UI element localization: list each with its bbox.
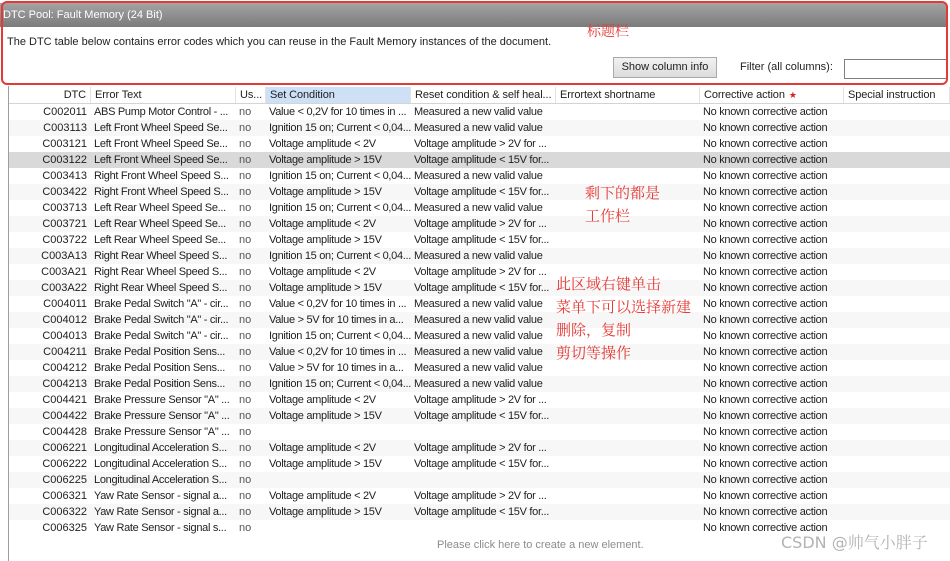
cell-error-text[interactable]: Right Rear Wheel Speed S...: [94, 250, 228, 262]
cell-reset-condition[interactable]: Voltage amplitude > 2V for ...: [414, 394, 547, 406]
cell-reset-condition[interactable]: Voltage amplitude > 2V for ...: [414, 442, 547, 454]
table-row[interactable]: [8, 424, 950, 440]
cell-used[interactable]: no: [239, 378, 252, 390]
table-header: [8, 87, 950, 104]
table-row[interactable]: [8, 296, 950, 312]
cell-used[interactable]: no: [239, 170, 252, 182]
cell-corrective-action[interactable]: No known corrective action: [703, 474, 828, 486]
cell-special-instruction[interactable]: [844, 488, 950, 504]
table-row[interactable]: [8, 360, 950, 376]
cell-error-text[interactable]: ABS Pump Motor Control - ...: [94, 106, 229, 118]
cell-corrective-action[interactable]: No known corrective action: [703, 186, 828, 198]
cell-dtc[interactable]: C004421: [42, 394, 87, 406]
cell-set-condition[interactable]: Value > 5V for 10 times in a...: [269, 362, 404, 374]
cell-errortext-shortname[interactable]: [556, 104, 700, 120]
cell-error-text[interactable]: Yaw Rate Sensor - signal a...: [94, 506, 227, 518]
table-left-border: [8, 86, 9, 561]
cell-error-text[interactable]: Left Front Wheel Speed Se...: [94, 138, 228, 150]
cell-reset-condition[interactable]: Voltage amplitude < 15V for...: [414, 154, 550, 166]
column-header-set-condition[interactable]: Set Condition: [266, 87, 411, 103]
cell-dtc[interactable]: C004212: [42, 362, 87, 374]
table-row[interactable]: [8, 392, 950, 408]
cell-reset-condition[interactable]: Measured a new valid value: [414, 202, 543, 214]
cell-dtc[interactable]: C004422: [42, 410, 87, 422]
cell-error-text[interactable]: Brake Pedal Switch "A" - cir...: [94, 298, 229, 310]
cell-corrective-action[interactable]: No known corrective action: [703, 138, 828, 150]
table-body[interactable]: [8, 104, 950, 536]
cell-reset-condition[interactable]: Voltage amplitude < 15V for...: [414, 282, 550, 294]
cell-errortext-shortname[interactable]: [556, 440, 700, 456]
cell-corrective-action[interactable]: No known corrective action: [703, 234, 828, 246]
cell-set-condition[interactable]: Voltage amplitude > 15V: [269, 234, 382, 246]
table-row[interactable]: [8, 488, 950, 504]
cell-dtc[interactable]: C003422: [42, 186, 87, 198]
cell-special-instruction[interactable]: [844, 328, 950, 344]
cell-error-text[interactable]: Left Front Wheel Speed Se...: [94, 154, 228, 166]
table-row[interactable]: [8, 376, 950, 392]
cell-special-instruction[interactable]: [844, 248, 950, 264]
cell-error-text[interactable]: Brake Pedal Switch "A" - cir...: [94, 330, 229, 342]
table-row[interactable]: [8, 504, 950, 520]
cell-used[interactable]: no: [239, 122, 252, 134]
cell-special-instruction[interactable]: [844, 296, 950, 312]
table-row[interactable]: [8, 440, 950, 456]
cell-used[interactable]: no: [239, 410, 252, 422]
cell-set-condition[interactable]: Ignition 15 on; Current < 0,04...: [269, 378, 411, 390]
cell-set-condition[interactable]: Voltage amplitude < 2V: [269, 442, 376, 454]
cell-special-instruction[interactable]: [844, 136, 950, 152]
table-row[interactable]: [8, 152, 950, 168]
cell-dtc[interactable]: C006325: [42, 522, 87, 534]
cell-corrective-action[interactable]: No known corrective action: [703, 250, 828, 262]
show-column-info-button[interactable]: Show column info: [613, 57, 717, 78]
cell-reset-condition[interactable]: [411, 424, 556, 440]
column-header-special-instruction[interactable]: Special instruction: [844, 87, 950, 103]
cell-reset-condition[interactable]: Measured a new valid value: [414, 250, 543, 262]
cell-set-condition[interactable]: Voltage amplitude > 15V: [269, 282, 382, 294]
cell-used[interactable]: no: [239, 426, 252, 438]
cell-errortext-shortname[interactable]: [556, 456, 700, 472]
cell-reset-condition[interactable]: [411, 520, 556, 536]
cell-errortext-shortname[interactable]: [556, 408, 700, 424]
cell-special-instruction[interactable]: [844, 264, 950, 280]
cell-special-instruction[interactable]: [844, 200, 950, 216]
column-header-error-text[interactable]: Error Text: [91, 87, 236, 103]
cell-error-text[interactable]: Brake Pressure Sensor "A" ...: [94, 426, 230, 438]
cell-special-instruction[interactable]: [844, 216, 950, 232]
table-row[interactable]: [8, 200, 950, 216]
cell-set-condition[interactable]: Voltage amplitude > 15V: [269, 506, 382, 518]
cell-reset-condition[interactable]: Voltage amplitude > 2V for ...: [414, 266, 547, 278]
cell-dtc[interactable]: C006322: [42, 506, 87, 518]
cell-special-instruction[interactable]: [844, 184, 950, 200]
cell-corrective-action[interactable]: No known corrective action: [703, 314, 828, 326]
cell-reset-condition[interactable]: Measured a new valid value: [414, 298, 543, 310]
cell-error-text[interactable]: Right Rear Wheel Speed S...: [94, 266, 228, 278]
cell-corrective-action[interactable]: No known corrective action: [703, 522, 828, 534]
column-header-dtc[interactable]: DTC: [8, 87, 91, 103]
cell-error-text[interactable]: Yaw Rate Sensor - signal s...: [94, 522, 227, 534]
cell-set-condition[interactable]: Value > 5V for 10 times in a...: [269, 314, 404, 326]
table-row[interactable]: [8, 344, 950, 360]
table-row[interactable]: [8, 248, 950, 264]
cell-dtc[interactable]: C003121: [42, 138, 87, 150]
watermark: CSDN @帅气小胖子: [781, 533, 928, 552]
table-row[interactable]: [8, 456, 950, 472]
cell-reset-condition[interactable]: Voltage amplitude > 2V for ...: [414, 138, 547, 150]
cell-error-text[interactable]: Longitudinal Acceleration S...: [94, 442, 227, 454]
column-header-reset-condition[interactable]: Reset condition & self heal...: [411, 87, 556, 103]
cell-set-condition[interactable]: Ignition 15 on; Current < 0,04...: [269, 202, 411, 214]
annotation-line: 工作栏: [585, 207, 631, 225]
cell-dtc[interactable]: C003122: [42, 154, 87, 166]
table-row[interactable]: [8, 104, 950, 120]
cell-reset-condition[interactable]: Voltage amplitude < 15V for...: [414, 410, 550, 422]
cell-used[interactable]: no: [239, 266, 252, 278]
cell-set-condition[interactable]: Voltage amplitude < 2V: [269, 218, 376, 230]
cell-dtc[interactable]: C003A22: [41, 282, 87, 294]
cell-corrective-action[interactable]: No known corrective action: [703, 202, 828, 214]
cell-used[interactable]: no: [239, 314, 252, 326]
cell-dtc[interactable]: C004428: [42, 426, 87, 438]
cell-set-condition[interactable]: Voltage amplitude > 15V: [269, 410, 382, 422]
annotation-line: 删除，复制: [556, 321, 632, 339]
cell-used[interactable]: no: [239, 330, 252, 342]
cell-special-instruction[interactable]: [844, 472, 950, 488]
cell-error-text[interactable]: Right Rear Wheel Speed S...: [94, 282, 228, 294]
cell-used[interactable]: no: [239, 138, 252, 150]
cell-errortext-shortname[interactable]: [556, 472, 700, 488]
table-row[interactable]: [8, 408, 950, 424]
cell-special-instruction[interactable]: [844, 344, 950, 360]
cell-special-instruction[interactable]: [844, 424, 950, 440]
filter-label: Filter (all columns):: [740, 61, 833, 73]
cell-dtc[interactable]: C006225: [42, 474, 87, 486]
cell-dtc[interactable]: C003713: [42, 202, 87, 214]
cell-set-condition[interactable]: Voltage amplitude > 15V: [269, 154, 382, 166]
cell-dtc[interactable]: C006221: [42, 442, 87, 454]
cell-error-text[interactable]: Brake Pedal Switch "A" - cir...: [94, 314, 229, 326]
cell-errortext-shortname[interactable]: [556, 424, 700, 440]
cell-errortext-shortname[interactable]: [556, 232, 700, 248]
cell-reset-condition[interactable]: Measured a new valid value: [414, 314, 543, 326]
cell-set-condition[interactable]: Voltage amplitude > 15V: [269, 458, 382, 470]
cell-reset-condition[interactable]: Voltage amplitude < 15V for...: [414, 186, 550, 198]
cell-error-text[interactable]: Longitudinal Acceleration S...: [94, 458, 227, 470]
cell-special-instruction[interactable]: [844, 104, 950, 120]
cell-special-instruction[interactable]: [844, 392, 950, 408]
cell-set-condition[interactable]: Value < 0,2V for 10 times in ...: [269, 106, 407, 118]
column-header-label: Corrective action: [704, 89, 785, 101]
cell-special-instruction[interactable]: [844, 376, 950, 392]
cell-dtc[interactable]: C003722: [42, 234, 87, 246]
cell-reset-condition[interactable]: [411, 472, 556, 488]
cell-special-instruction[interactable]: [844, 440, 950, 456]
cell-corrective-action[interactable]: No known corrective action: [703, 266, 828, 278]
cell-error-text[interactable]: Left Rear Wheel Speed Se...: [94, 218, 226, 230]
cell-reset-condition[interactable]: Measured a new valid value: [414, 362, 543, 374]
cell-used[interactable]: no: [239, 346, 252, 358]
cell-reset-condition[interactable]: Measured a new valid value: [414, 106, 543, 118]
table-row[interactable]: [8, 328, 950, 344]
cell-error-text[interactable]: Brake Pressure Sensor "A" ...: [94, 410, 230, 422]
cell-dtc[interactable]: C006222: [42, 458, 87, 470]
column-header-errortext-shortname[interactable]: Errortext shortname: [556, 87, 700, 103]
cell-corrective-action[interactable]: No known corrective action: [703, 170, 828, 182]
cell-special-instruction[interactable]: [844, 168, 950, 184]
cell-corrective-action[interactable]: No known corrective action: [703, 122, 828, 134]
annotation-work-area: [585, 182, 660, 228]
cell-corrective-action[interactable]: No known corrective action: [703, 298, 828, 310]
cell-dtc[interactable]: C004213: [42, 378, 87, 390]
description-text: The DTC table below contains error codes which you can reuse in the Fault Memory instances of the document.: [7, 36, 552, 48]
cell-dtc[interactable]: C003413: [42, 170, 87, 182]
cell-special-instruction[interactable]: [844, 360, 950, 376]
cell-set-condition[interactable]: Voltage amplitude < 2V: [269, 394, 376, 406]
cell-used[interactable]: no: [239, 362, 252, 374]
cell-special-instruction[interactable]: [844, 120, 950, 136]
column-header-used[interactable]: Us...: [236, 87, 266, 103]
cell-errortext-shortname[interactable]: [556, 504, 700, 520]
annotation-title-bar: 标题栏: [587, 24, 629, 40]
cell-dtc[interactable]: C003721: [42, 218, 87, 230]
cell-error-text[interactable]: Yaw Rate Sensor - signal a...: [94, 490, 227, 502]
cell-error-text[interactable]: Left Rear Wheel Speed Se...: [94, 234, 226, 246]
cell-corrective-action[interactable]: No known corrective action: [703, 458, 828, 470]
cell-reset-condition[interactable]: Voltage amplitude < 15V for...: [414, 234, 550, 246]
cell-used[interactable]: no: [239, 298, 252, 310]
table-row[interactable]: [8, 232, 950, 248]
cell-set-condition[interactable]: [266, 472, 411, 488]
cell-used[interactable]: no: [239, 250, 252, 262]
cell-error-text[interactable]: Left Rear Wheel Speed Se...: [94, 202, 226, 214]
cell-corrective-action[interactable]: No known corrective action: [703, 394, 828, 406]
cell-special-instruction[interactable]: [844, 456, 950, 472]
cell-error-text[interactable]: Brake Pressure Sensor "A" ...: [94, 394, 230, 406]
cell-used[interactable]: no: [239, 474, 252, 486]
cell-errortext-shortname[interactable]: [556, 488, 700, 504]
cell-special-instruction[interactable]: [844, 232, 950, 248]
cell-reset-condition[interactable]: Voltage amplitude < 15V for...: [414, 506, 550, 518]
cell-reset-condition[interactable]: Voltage amplitude < 15V for...: [414, 458, 550, 470]
cell-used[interactable]: no: [239, 186, 252, 198]
cell-reset-condition[interactable]: Voltage amplitude > 2V for ...: [414, 490, 547, 502]
annotation-line: 菜单下可以选择新建: [556, 298, 692, 316]
cell-error-text[interactable]: Right Front Wheel Speed S...: [94, 170, 229, 182]
cell-used[interactable]: no: [239, 490, 252, 502]
table-row[interactable]: [8, 472, 950, 488]
cell-corrective-action[interactable]: No known corrective action: [703, 346, 828, 358]
cell-errortext-shortname[interactable]: [556, 520, 700, 536]
table-row[interactable]: [8, 216, 950, 232]
cell-set-condition[interactable]: Ignition 15 on; Current < 0,04...: [269, 250, 411, 262]
panel-title-bar: [0, 3, 946, 27]
annotation-line: 此区域右键单击: [556, 275, 662, 293]
cell-error-text[interactable]: Right Front Wheel Speed S...: [94, 186, 229, 198]
cell-dtc[interactable]: C003113: [43, 122, 87, 134]
cell-dtc[interactable]: C004012: [42, 314, 87, 326]
cell-errortext-shortname[interactable]: [556, 392, 700, 408]
cell-corrective-action[interactable]: No known corrective action: [703, 282, 828, 294]
cell-dtc[interactable]: C004011: [43, 298, 87, 310]
cell-corrective-action[interactable]: No known corrective action: [703, 330, 828, 342]
cell-used[interactable]: no: [239, 218, 252, 230]
cell-dtc[interactable]: C003A21: [41, 266, 87, 278]
cell-dtc[interactable]: C004211: [43, 346, 87, 358]
cell-reset-condition[interactable]: Voltage amplitude > 2V for ...: [414, 218, 547, 230]
cell-corrective-action[interactable]: No known corrective action: [703, 154, 828, 166]
table-row[interactable]: [8, 168, 950, 184]
cell-special-instruction[interactable]: [844, 504, 950, 520]
create-new-element-link[interactable]: Please click here to create a new element.: [437, 539, 644, 551]
cell-used[interactable]: no: [239, 442, 252, 454]
cell-error-text[interactable]: Brake Pedal Position Sens...: [94, 346, 226, 358]
cell-corrective-action[interactable]: No known corrective action: [703, 378, 828, 390]
cell-error-text[interactable]: Left Front Wheel Speed Se...: [94, 122, 228, 134]
cell-reset-condition[interactable]: Measured a new valid value: [414, 346, 543, 358]
cell-used[interactable]: no: [239, 458, 252, 470]
cell-used[interactable]: no: [239, 506, 252, 518]
cell-corrective-action[interactable]: No known corrective action: [703, 410, 828, 422]
cell-set-condition[interactable]: Ignition 15 on; Current < 0,04...: [269, 170, 411, 182]
required-star-icon: ★: [788, 91, 797, 101]
cell-corrective-action[interactable]: No known corrective action: [703, 490, 828, 502]
cell-dtc[interactable]: C004013: [42, 330, 87, 342]
cell-corrective-action[interactable]: No known corrective action: [703, 106, 828, 118]
cell-set-condition[interactable]: Value < 0,2V for 10 times in ...: [269, 298, 407, 310]
cell-reset-condition[interactable]: Measured a new valid value: [414, 122, 543, 134]
cell-errortext-shortname[interactable]: [556, 120, 700, 136]
table-row[interactable]: [8, 136, 950, 152]
cell-set-condition[interactable]: Ignition 15 on; Current < 0,04...: [269, 122, 411, 134]
cell-reset-condition[interactable]: Measured a new valid value: [414, 170, 543, 182]
cell-used[interactable]: no: [239, 154, 252, 166]
cell-special-instruction[interactable]: [844, 312, 950, 328]
table-row[interactable]: [8, 120, 950, 136]
cell-corrective-action[interactable]: No known corrective action: [703, 442, 828, 454]
cell-dtc[interactable]: C002011: [43, 106, 87, 118]
cell-error-text[interactable]: Longitudinal Acceleration S...: [94, 474, 227, 486]
annotation-line: 剪切等操作: [556, 344, 632, 362]
cell-errortext-shortname[interactable]: [556, 152, 700, 168]
cell-special-instruction[interactable]: [844, 152, 950, 168]
cell-error-text[interactable]: Brake Pedal Position Sens...: [94, 362, 226, 374]
cell-set-condition[interactable]: Voltage amplitude < 2V: [269, 138, 376, 150]
cell-set-condition[interactable]: Voltage amplitude > 15V: [269, 186, 382, 198]
filter-input[interactable]: [844, 59, 948, 79]
cell-used[interactable]: no: [239, 106, 252, 118]
cell-reset-condition[interactable]: Measured a new valid value: [414, 330, 543, 342]
cell-set-condition[interactable]: [266, 424, 411, 440]
cell-set-condition[interactable]: Ignition 15 on; Current < 0,04...: [269, 330, 411, 342]
cell-used[interactable]: no: [239, 394, 252, 406]
column-header-corrective-action[interactable]: [700, 87, 844, 103]
cell-corrective-action[interactable]: No known corrective action: [703, 362, 828, 374]
cell-corrective-action[interactable]: No known corrective action: [703, 426, 828, 438]
cell-used[interactable]: no: [239, 282, 252, 294]
cell-corrective-action[interactable]: No known corrective action: [703, 218, 828, 230]
cell-set-condition[interactable]: Voltage amplitude < 2V: [269, 266, 376, 278]
cell-errortext-shortname[interactable]: [556, 136, 700, 152]
cell-set-condition[interactable]: Value < 0,2V for 10 times in ...: [269, 346, 407, 358]
cell-used[interactable]: no: [239, 234, 252, 246]
cell-set-condition[interactable]: Voltage amplitude < 2V: [269, 490, 376, 502]
table-row[interactable]: [8, 312, 950, 328]
panel-title: DTC Pool: Fault Memory (24 Bit): [3, 9, 163, 21]
cell-dtc[interactable]: C006321: [42, 490, 87, 502]
cell-dtc[interactable]: C003A13: [41, 250, 87, 262]
table-row[interactable]: [8, 264, 950, 280]
cell-used[interactable]: no: [239, 202, 252, 214]
cell-reset-condition[interactable]: Measured a new valid value: [414, 378, 543, 390]
cell-error-text[interactable]: Brake Pedal Position Sens...: [94, 378, 226, 390]
cell-set-condition[interactable]: [266, 520, 411, 536]
annotation-line: 剩下的都是: [585, 184, 661, 202]
table-row[interactable]: [8, 184, 950, 200]
cell-used[interactable]: no: [239, 522, 252, 534]
table-row[interactable]: [8, 280, 950, 296]
annotation-context-menu: [556, 273, 691, 365]
cell-errortext-shortname[interactable]: [556, 248, 700, 264]
cell-special-instruction[interactable]: [844, 408, 950, 424]
cell-corrective-action[interactable]: No known corrective action: [703, 506, 828, 518]
cell-errortext-shortname[interactable]: [556, 376, 700, 392]
cell-special-instruction[interactable]: [844, 280, 950, 296]
